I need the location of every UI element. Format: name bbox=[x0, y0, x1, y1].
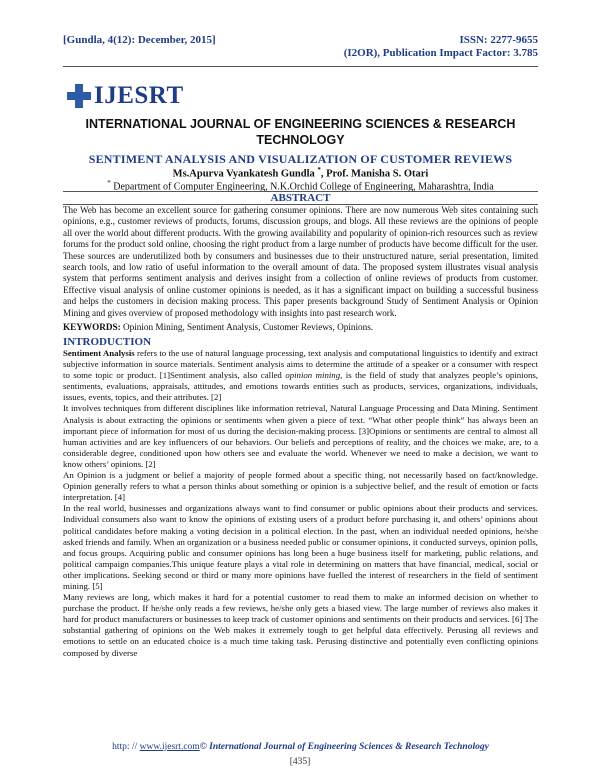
affiliation: Department of Computer Engineering, N.K.Orchid College of Engineering, Maharashtra, India bbox=[113, 181, 494, 193]
header-citation: [Gundla, 4(12): December, 2015] bbox=[63, 34, 216, 46]
intro-p1-part-b: , is the field of study that analyzes people’s opinions, sentiments, evaluations, appraisals, attitudes, and emotions towards entities such as products, services, organizations, individuals, issues, events, topics, and their attributes. [2] bbox=[63, 370, 538, 403]
plus-cross-icon bbox=[66, 83, 92, 109]
page-footer bbox=[63, 742, 538, 752]
intro-p1-part-a: refers to the use of natural language processing, text analysis and computational linguistics to identify and extract subjective information in source materials. Sentiment analysis aims to determine the attitude of a speaker or a consumer with respect to some topic or product. [1]Sentiment analysis, also called bbox=[63, 348, 539, 381]
keywords-label: KEYWORDS: bbox=[63, 322, 121, 332]
header-issn-block bbox=[344, 34, 538, 60]
intro-paragraph-4: In the real world, businesses and organizations always want to find consumer or public opinions about their products and services. Individual consumers also want to know the opinions of existing users of a product before purchasing it, and others’ opinions about political candidates before making a voting decision in a political election. In the past, when an individual needed opinions, he/she asked friends and family. When an organization or a business needed public or consumer opinions, it conducted surveys, opinion polls, and focus groups. Acquiring public and consumer opinions has long been a huge business itself for marketing, public relations, and political campaign companies.This unique feature plays a vital role in determining on matters that have financial, medical, social or other implications. Seeking second or third or many more opinions have fuelled the interest of researchers in the field of sentiment mining. [5] bbox=[63, 503, 538, 591]
paper-title: SENTIMENT ANALYSIS AND VISUALIZATION OF CUSTOMER REVIEWS bbox=[88, 152, 513, 166]
intro-paragraph-1 bbox=[63, 348, 538, 403]
journal-name: INTERNATIONAL JOURNAL OF ENGINEERING SCIENCES & RESEARCH TECHNOLOGY bbox=[85, 117, 516, 147]
page-number: [435] bbox=[289, 757, 311, 767]
keywords-line bbox=[63, 322, 538, 332]
author-line bbox=[63, 166, 538, 180]
abstract-heading: ABSTRACT bbox=[270, 192, 331, 204]
header-impact-factor: (I2OR), Publication Impact Factor: 3.785 bbox=[343, 47, 538, 59]
author-separator: , bbox=[320, 168, 327, 180]
intro-paragraph-2: It involves techniques from different disciplines like information retrieval, Natural Language Processing and Data Mining. Sentiment Analysis is about extracting the opinions or sentiments when given a piece of text. “What other people think” has always been an important piece of information for most of us during the decision-making process. [3]Opinions or sentiments are central to almost all human activities and are key influencers of our behaviors. Our beliefs and perceptions of reality, and the choices we make, are, to a considerable degree, conditioned upon how others see and evaluate the world. Whenever we need to make a decision, we want to know others’ opinions. [2] bbox=[63, 403, 538, 469]
author-1: Ms.Apurva Vyankatesh Gundla bbox=[172, 168, 315, 180]
header-issn: ISSN: 2277-9655 bbox=[459, 34, 538, 46]
footer-website-link[interactable]: www.ijesrt.com bbox=[139, 742, 200, 752]
affiliation-marker: * bbox=[107, 179, 111, 187]
abstract-text: The Web has become an excellent source for gathering consumer opinions. There are now numerous Web sites containing such opinions, e.g., customer reviews of products, forums, discussion groups, and blogs. All these reviews are the opinions of people all over the world about different products. With the growing availability and popularity of opinion-rich resources such as review forums for the product sold online, choosing the right product from a large number of products have become difficult for the user. These sources are underutilized both by consumers and businesses due to their unstructured nature, serial presentation, limited search tools, and low ratio of useful information to the overall amount of data. The proposed system illustrates visual analysis system that performs sentiment analysis and derives insight from a collection of online reviews of products from customer. Effective visual analysis of online customer opinions is needed, as it has a significant impact on building a successful business and helps the customers in decision making process. This paper presents background Study of Sentiment Analysis or Opinion Mining and gives overview of proposed methodology with insights into past research work. bbox=[63, 205, 538, 318]
footer-prefix: http: // bbox=[112, 742, 140, 752]
intro-paragraph-3: An Opinion is a judgment or belief a majority of people formed about a specific thing, not necessarily based on fact/knowledge. Opinion generally refers to what a person thinks about something or opinion is a subjective belief, and the result of emotion or facts interpretation. [4] bbox=[63, 470, 538, 503]
intro-emphasis: opinion mining bbox=[285, 370, 341, 381]
author-2: Prof. Manisha S. Otari bbox=[326, 168, 429, 180]
intro-term: Sentiment Analysis bbox=[63, 348, 135, 358]
introduction-heading: INTRODUCTION bbox=[63, 336, 152, 348]
journal-logo-text: IJESRT bbox=[94, 82, 184, 109]
journal-logo bbox=[66, 82, 184, 110]
header-divider bbox=[63, 66, 538, 67]
author-1-marker: * bbox=[317, 166, 321, 174]
keywords-text: Opinion Mining, Sentiment Analysis, Customer Reviews, Opinions. bbox=[120, 322, 374, 332]
introduction-body bbox=[63, 348, 538, 659]
footer-journal-credit: © International Journal of Engineering Sciences & Research Technology bbox=[199, 742, 489, 752]
intro-paragraph-5: Many reviews are long, which makes it hard for a potential customer to read them to make an informed decision on whether to purchase the product. If he/she only reads a few reviews, he/she only gets a biased view. The large number of reviews also makes it hard for product manufacturers or businesses to keep track of customer opinions and sentiments on their products and services. [6] The substantial gathering of opinions on the Web makes it extremely tough to get helpful data effectively. Perusing all reviews and emotions to settle on an educated choice is a much time taking task. Perusing distinctive and potentially even conflicting opinions composed by diverse bbox=[63, 592, 538, 658]
